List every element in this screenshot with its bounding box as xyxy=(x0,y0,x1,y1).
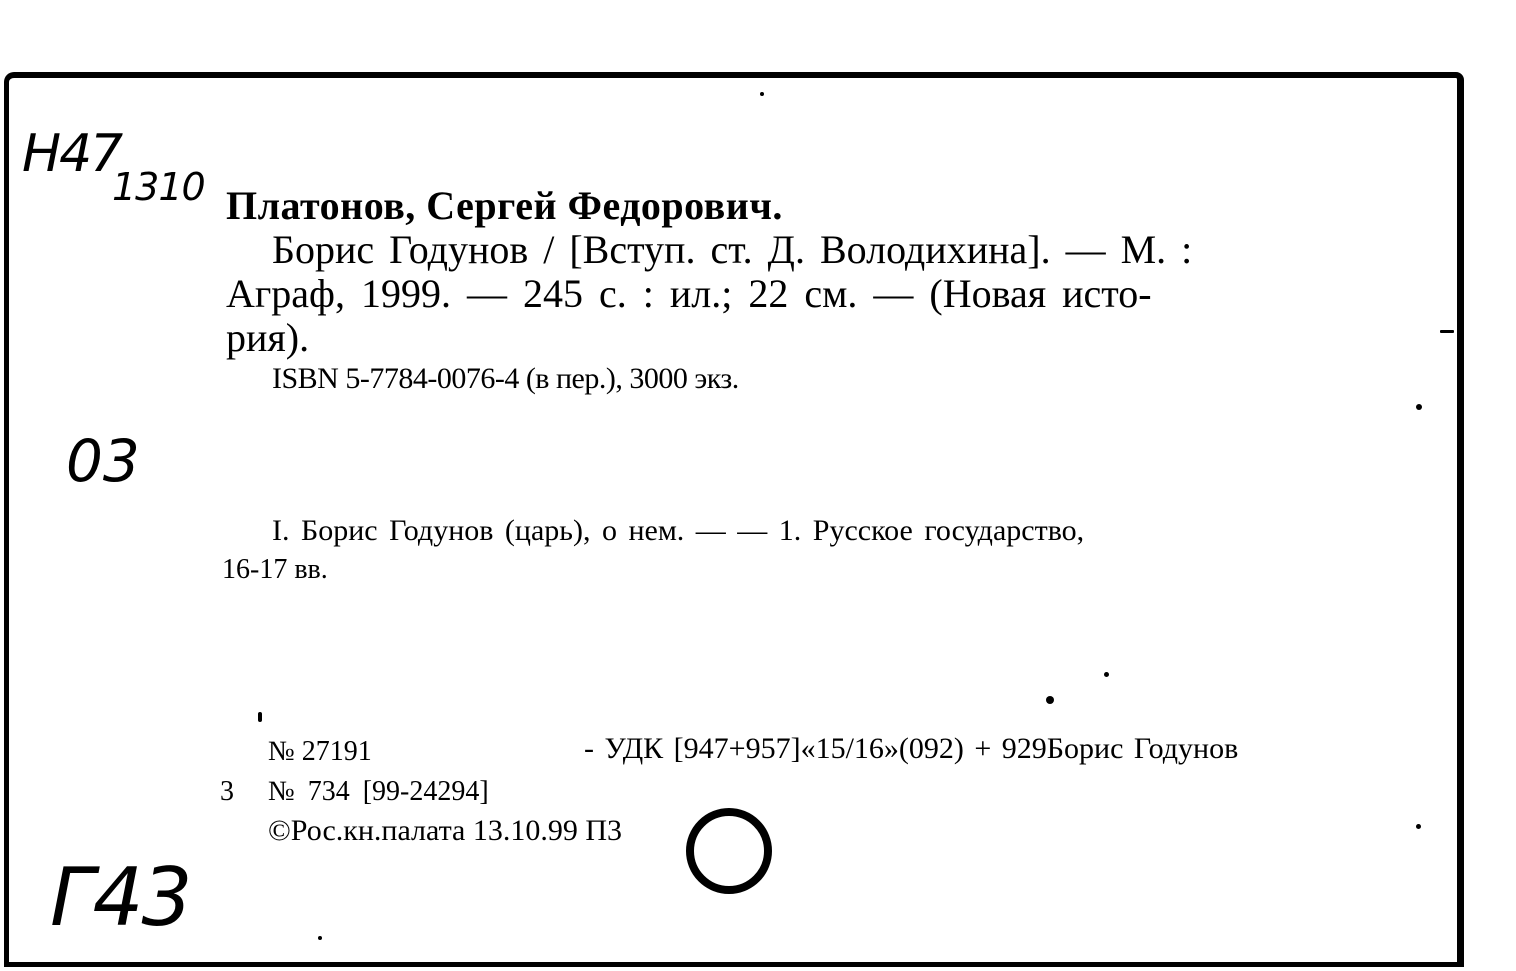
scan-speck xyxy=(1416,824,1421,829)
title-line-1: Борис Годунов / [Вступ. ст. Д. Володихина]. — М. : xyxy=(272,227,1193,272)
scan-speck xyxy=(258,712,262,722)
handwritten-shelf-code: Н47 xyxy=(22,124,122,184)
title-line-2: Аграф, 1999. — 245 с. : ил.; 22 см. — (Новая исто- xyxy=(226,271,1152,316)
record-number: № 27191 xyxy=(268,736,372,767)
copyright-line: ©Рос.кн.палата 13.10.99 П3 xyxy=(268,814,623,847)
handwritten-section-code: 03 xyxy=(66,427,140,495)
record-number-2: № 734 [99-24294] xyxy=(268,776,489,807)
scan-speck xyxy=(1416,404,1422,410)
scan-speck xyxy=(1046,696,1054,704)
isbn-line: ISBN 5-7784-0076-4 (в пер.), 3000 экз. xyxy=(272,362,739,395)
subject-line-1: I. Борис Годунов (царь), о нем. — — 1. Русское государство, xyxy=(272,514,1085,547)
udc-classification: - УДК [947+957]«15/16»(092) + 929Борис Годунов xyxy=(584,732,1239,765)
author-heading: Платонов, Сергей Федорович. xyxy=(226,183,783,228)
copy-count-mark: 3 xyxy=(220,776,234,807)
scan-speck xyxy=(1440,330,1454,333)
subject-line-2: 16-17 вв. xyxy=(222,554,328,585)
scan-speck xyxy=(318,936,322,940)
title-line-3: рия). xyxy=(226,315,310,360)
circle-mark-icon xyxy=(686,808,772,894)
scan-speck xyxy=(1104,672,1109,677)
handwritten-shelf-subcode: 1310 xyxy=(112,165,205,209)
handwritten-author-mark: Г43 xyxy=(50,851,191,944)
scan-speck xyxy=(760,92,764,96)
